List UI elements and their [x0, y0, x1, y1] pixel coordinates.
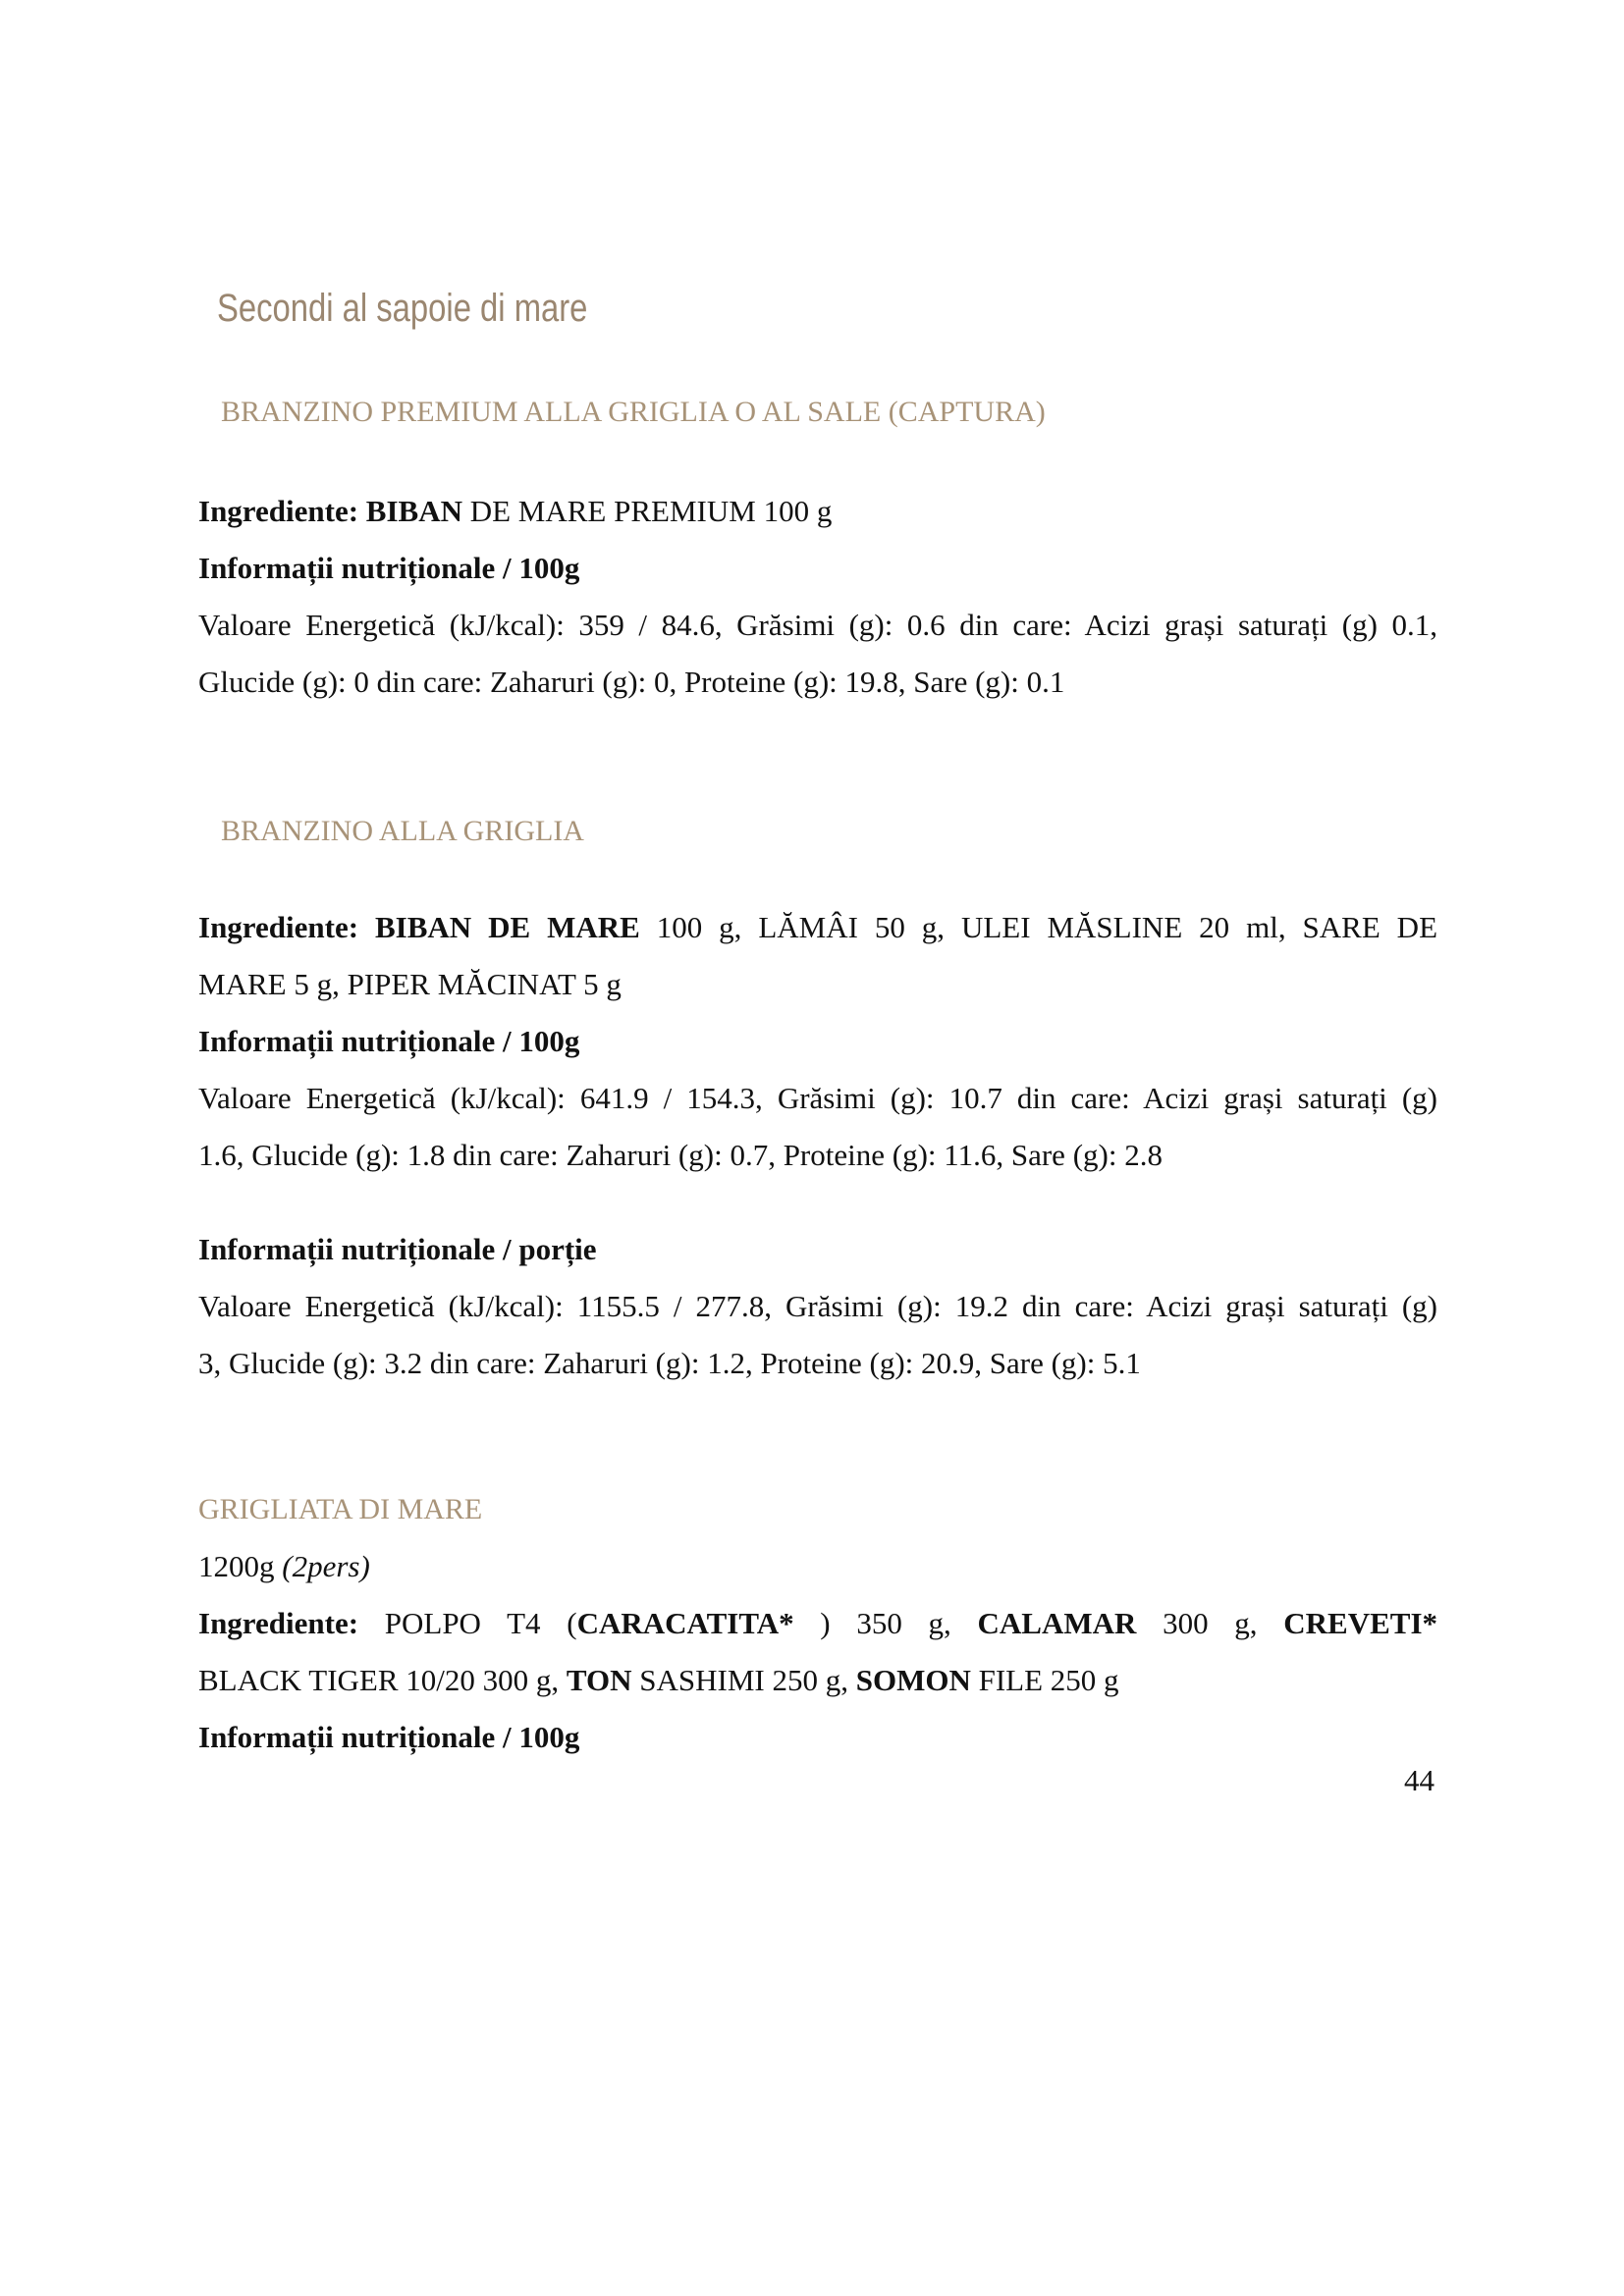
- dish-ingredients: [198, 483, 1437, 540]
- nutrition-portion-line: 3, Glucide (g): 3.2 din care: Zaharuri (g): 1.2, Proteine (g): 20.9, Sare (g): 5.1: [198, 1346, 1141, 1380]
- ingredients-label: Ingrediente:: [198, 910, 359, 944]
- nutrition-portion-line: Valoare Energetică (kJ/kcal): 1155.5 / 277.8, Grăsimi (g): 19.2 din care: Acizi grași saturați (g): [198, 1289, 1437, 1323]
- ingredient-bold: TON: [566, 1663, 632, 1697]
- ingredient-rest: 100 g, LĂMÂI 50 g, ULEI MĂSLINE 20 ml, SARE DE: [639, 910, 1438, 944]
- ingredient-continuation: MARE 5 g, PIPER MĂCINAT 5 g: [198, 967, 622, 1001]
- ingredients-label: Ingrediente:: [198, 1606, 359, 1640]
- dish-heading-branzino-premium: BRANZINO PREMIUM ALLA GRIGLIA O AL SALE (CAPTURA): [221, 396, 1046, 428]
- dish-heading-branzino-griglia: BRANZINO ALLA GRIGLIA: [221, 815, 584, 847]
- ingredient-part: 300 g,: [1136, 1606, 1258, 1640]
- nutrition-100g-label: Informații nutriționale / 100g: [198, 1720, 580, 1754]
- dish-weight: [198, 1538, 1437, 1595]
- ingredient-main: BIBAN: [365, 494, 462, 528]
- dish-ingredients: [198, 1595, 1437, 1652]
- section-title: Secondi al sapoie di mare: [217, 287, 588, 330]
- dish-ingredients: [198, 899, 1437, 956]
- nutrition-portion-label: Informații nutriționale / porție: [198, 1232, 597, 1266]
- nutrition-100g-line: 1.6, Glucide (g): 1.8 din care: Zaharuri (g): 0.7, Proteine (g): 11.6, Sare (g): 2.8: [198, 1138, 1163, 1172]
- ingredient-main: BIBAN DE MARE: [374, 910, 640, 944]
- nutrition-100g-line: Glucide (g): 0 din care: Zaharuri (g): 0, Proteine (g): 19.8, Sare (g): 0.1: [198, 665, 1065, 699]
- ingredient-bold: SOMON: [855, 1663, 971, 1697]
- weight-value: 1200g: [198, 1549, 275, 1583]
- ingredient-bold: CREVETI*: [1283, 1606, 1438, 1640]
- ingredients-label: Ingrediente:: [198, 494, 359, 528]
- nutrition-100g-label: Informații nutriționale / 100g: [198, 551, 580, 585]
- dish-heading-grigliata: GRIGLIATA DI MARE: [198, 1493, 483, 1525]
- ingredient-continuation: [198, 1652, 1437, 1709]
- ingredient-part: BLACK TIGER 10/20 300 g,: [198, 1663, 567, 1697]
- page-number: 44: [1404, 1763, 1435, 1797]
- nutrition-100g-line: Valoare Energetică (kJ/kcal): 359 / 84.6, Grăsimi (g): 0.6 din care: Acizi grași saturați (g) 0.1,: [198, 608, 1437, 642]
- nutrition-100g-label: Informații nutriționale / 100g: [198, 1024, 580, 1058]
- ingredient-part: ) 350 g,: [793, 1606, 951, 1640]
- ingredient-rest: DE MARE PREMIUM 100 g: [461, 494, 833, 528]
- ingredient-bold: CALAMAR: [977, 1606, 1137, 1640]
- ingredient-part: POLPO T4 (: [384, 1606, 577, 1640]
- ingredient-part: FILE 250 g: [970, 1663, 1119, 1697]
- weight-note: (2pers): [282, 1549, 370, 1583]
- nutrition-100g-line: Valoare Energetică (kJ/kcal): 641.9 / 154.3, Grăsimi (g): 10.7 din care: Acizi grași saturați (g): [198, 1081, 1437, 1115]
- ingredient-part: SASHIMI 250 g,: [631, 1663, 856, 1697]
- ingredient-bold: CARACATITA*: [576, 1606, 794, 1640]
